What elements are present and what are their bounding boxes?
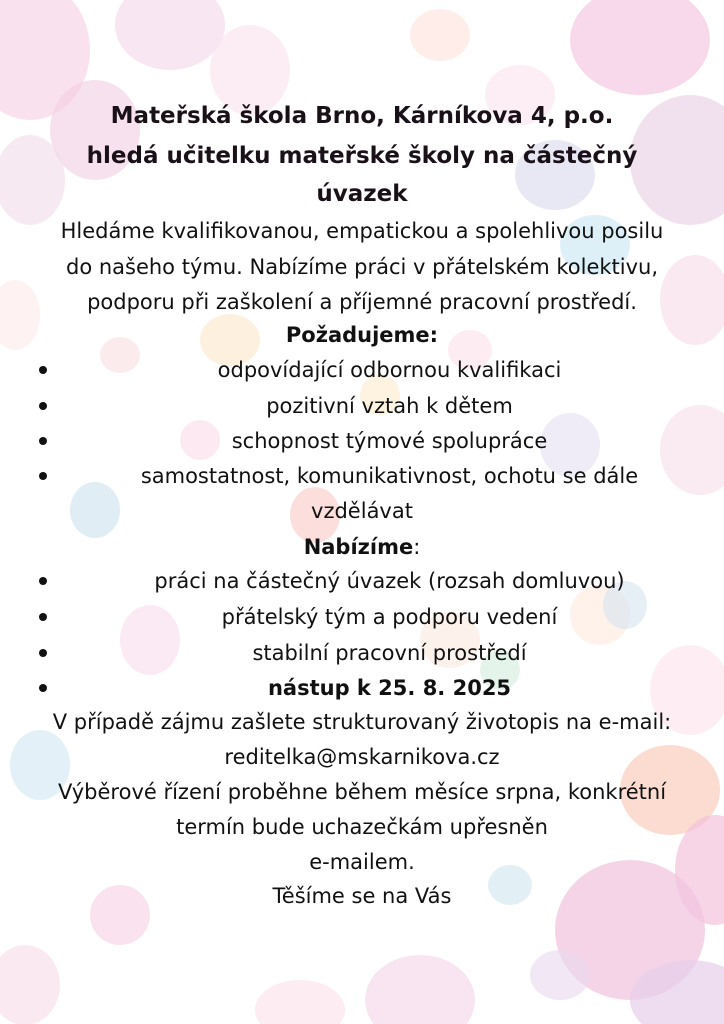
offer-item [0, 600, 724, 634]
offer-heading [0, 530, 724, 564]
contact-email: reditelka@mskarnikova.cz [224, 745, 500, 769]
bullet-dot [39, 472, 47, 480]
intro-line-3: podporu při zaškolení a příjemné pracovní prostředí. [87, 290, 637, 314]
bullet-dot [39, 437, 47, 445]
contact-line-4: termín bude uchazečkám upřesněn [176, 815, 548, 839]
bullet-dot [39, 613, 47, 621]
requirement-text: schopnost týmové spolupráce [231, 429, 548, 453]
requirement-text: odpovídající odbornou kvalifikaci [217, 358, 562, 382]
requirements-heading: Požadujeme: [285, 323, 439, 347]
requirement-item [0, 424, 724, 458]
offer-text: práci na částečný úvazek (rozsah domluvou) [154, 569, 625, 593]
title-line-2: hledá učitelku mateřské školy na částečný [86, 143, 638, 169]
requirement-item [0, 353, 724, 387]
bullet-dot [39, 402, 47, 410]
bullet-dot [39, 649, 47, 657]
offer-heading-text: Nabízíme [303, 535, 414, 559]
offer-item [0, 564, 724, 598]
contact-line-5: e-mailem. [309, 850, 415, 874]
offer-text: stabilní pracovní prostředí [252, 641, 527, 665]
contact-line-3: Výběrové řízení proběhne během měsíce srpna, konkrétní [57, 780, 667, 804]
offer-item [0, 671, 724, 705]
intro-line-1: Hledáme kvalifikovanou, empatickou a spolehlivou posilu [60, 219, 664, 243]
offer-text: přátelský tým a podporu vedení [221, 605, 558, 629]
requirement-text: pozitivní vztah k dětem [266, 394, 513, 418]
bullet-dot [39, 366, 47, 374]
offer-item [0, 636, 724, 670]
title-line-1: Mateřská škola Brno, Kárníkova 4, p.o. [110, 103, 614, 129]
contact-line-1: V případě zájmu zašlete strukturovaný životopis na e-mail: [52, 710, 672, 734]
closing-line: Těšíme se na Vás [272, 884, 452, 908]
offer-start-date: nástup k 25. 8. 2025 [267, 676, 512, 700]
bullet-dot [39, 684, 47, 692]
requirement-text: samostatnost, komunikativnost, ochotu se dále [140, 464, 639, 488]
title-line-3: úvazek [316, 181, 408, 207]
requirement-continuation: vzdělávat [311, 499, 413, 523]
bullet-dot [39, 577, 47, 585]
requirement-item [0, 389, 724, 423]
intro-line-2: do našeho týmu. Nabízíme práci v přátelském kolektivu, [65, 255, 659, 279]
requirement-item [0, 459, 724, 493]
offer-heading-colon: : [413, 535, 421, 559]
